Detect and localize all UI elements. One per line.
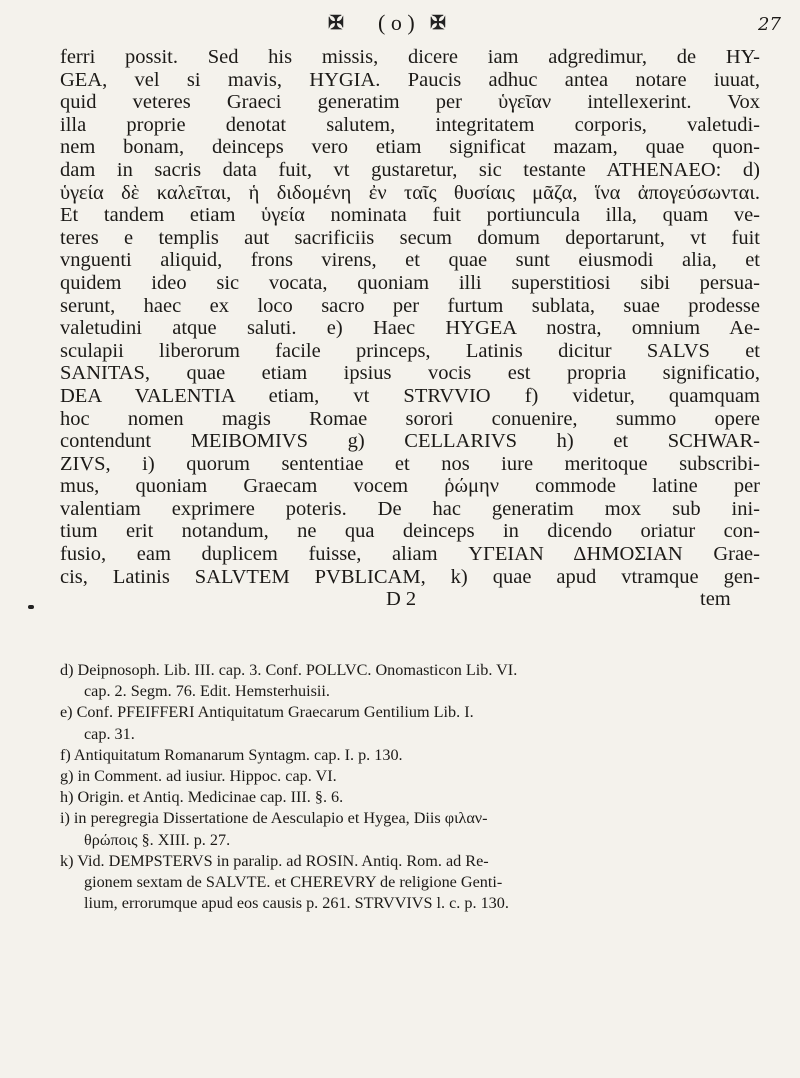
text-line: valetudini atque saluti. e) Haec HYGEA nostra, omnium Ae- [60, 317, 760, 340]
text-line: contendunt MEIBOMIVS g) CELLARIVS h) et SCHWAR- [60, 430, 760, 453]
greek-quote-line: ὑγεία δὲ καλεῖται, ἡ διδομένη ἐν ταῖς θυσίαις μᾶζα, ἵνα ἀπογεύσωνται. [60, 181, 760, 204]
text-line: mus, quoniam Graecam vocem ῥώμην commode latine per [60, 475, 760, 498]
text-line: vnguenti aliquid, frons virens, et quae sunt eiusmodi alia, et [60, 249, 760, 272]
footnote-line: gionem sextam de SALVTE. et CHEREVRY de religione Genti- [84, 872, 503, 891]
footnote-line: k) Vid. DEMPSTERVS in paralip. ad ROSIN. Antiq. Rom. ad Re- [60, 851, 489, 870]
footnote-line: θρώποις §. XIII. p. 27. [84, 830, 231, 849]
text-line: sculapii liberorum facile princeps, Latinis dicitur SALVS et [60, 339, 760, 362]
footnote-line: d) Deipnosoph. Lib. III. cap. 3. Conf. POLLVC. Onomasticon Lib. VI. [60, 661, 518, 679]
signature-line [60, 588, 760, 611]
text-line: nem bonam, deinceps vero etiam significat mazam, quae quon- [60, 136, 760, 159]
text-line: serunt, haec ex loco sacro per furtum sublata, suae prodesse [60, 294, 760, 317]
footnote-line: i) in peregregia Dissertatione de Aesculapio et Hygea, Diis φιλαν- [60, 809, 488, 828]
text-line: fusio, eam duplicem fuisse, aliam ΥΓΕΙΑΝ ΔΗΜΟΣΙΑΝ Grae- [60, 543, 760, 566]
footnote-line: lium, errorumque apud eos causis p. 261. STRVVIVS l. c. p. 130. [84, 894, 509, 913]
text-line: quidem ideo sic vocata, quoniam illi superstitiosi sibi persua- [60, 271, 760, 294]
footnote-line: e) Conf. PFEIFFERI Antiquitatum Graecarum Gentilium Lib. I. [60, 703, 474, 722]
footnote-line: f) Antiquitatum Romanarum Syntagm. cap. I. p. 130. [60, 745, 403, 764]
catchword: tem [700, 588, 731, 611]
footnote-line: cap. 31. [84, 724, 135, 743]
text-line: hoc nomen magis Romae sorori conuenire, summo opere [60, 407, 760, 430]
text-line: quid veteres Graeci generatim per ὑγεῖαν intellexerint. Vox [60, 91, 760, 114]
text-line: DEA VALENTIA etiam, vt STRVVIO f) videtur, quamquam [60, 384, 760, 407]
text-line: ZIVS, i) quorum sententiae et nos iure meritoque subscribi- [60, 452, 760, 475]
page-number: ( o ) [378, 10, 415, 35]
text-line: GEA, vel si mavis, HYGIA. Paucis adhuc antea notare iuuat, [60, 68, 760, 91]
footnote-line: cap. 2. Segm. 76. Edit. Hemsterhuisii. [84, 682, 330, 701]
footnotes-block [60, 660, 760, 914]
signature-mark: D 2 [386, 588, 417, 611]
text-line: SANITAS, quae etiam ipsius vocis est propria significatio, [60, 362, 760, 385]
text-line: tium erit notandum, ne qua deinceps in dicendo oriatur con- [60, 520, 760, 543]
ink-blot [28, 605, 34, 609]
ornament-left-icon: ✠ [328, 12, 345, 34]
running-head-number: 27 [758, 14, 781, 35]
text-line: cis, Latinis SALVTEM PVBLICAM, k) quae apud vtramque gen- [60, 565, 760, 588]
text-line: ferri possit. Sed his missis, dicere iam adgredimur, de HY- [60, 46, 760, 68]
text-line: valentiam exprimere poteris. De hac generatim mox sub ini- [60, 497, 760, 520]
footnote-line: h) Origin. et Antiq. Medicinae cap. III. §. 6. [60, 788, 344, 807]
text-line: Et tandem etiam ὑγεία nominata fuit portiuncula illa, quam ve- [60, 204, 760, 227]
ornament-right-icon: ✠ [430, 12, 447, 34]
text-line: illa proprie denotat salutem, integritatem corporis, valetudi- [60, 113, 760, 136]
footnote-line: g) in Comment. ad iusiur. Hippoc. cap. VI. [60, 766, 337, 785]
page-header [0, 8, 800, 38]
main-text-block [60, 46, 760, 611]
text-line: teres e templis aut sacrificiis secum domum deportarunt, vt fuit [60, 226, 760, 249]
text-line: dam in sacris data fuit, vt gustaretur, sic testante ATHENAEO: d) [60, 158, 760, 181]
